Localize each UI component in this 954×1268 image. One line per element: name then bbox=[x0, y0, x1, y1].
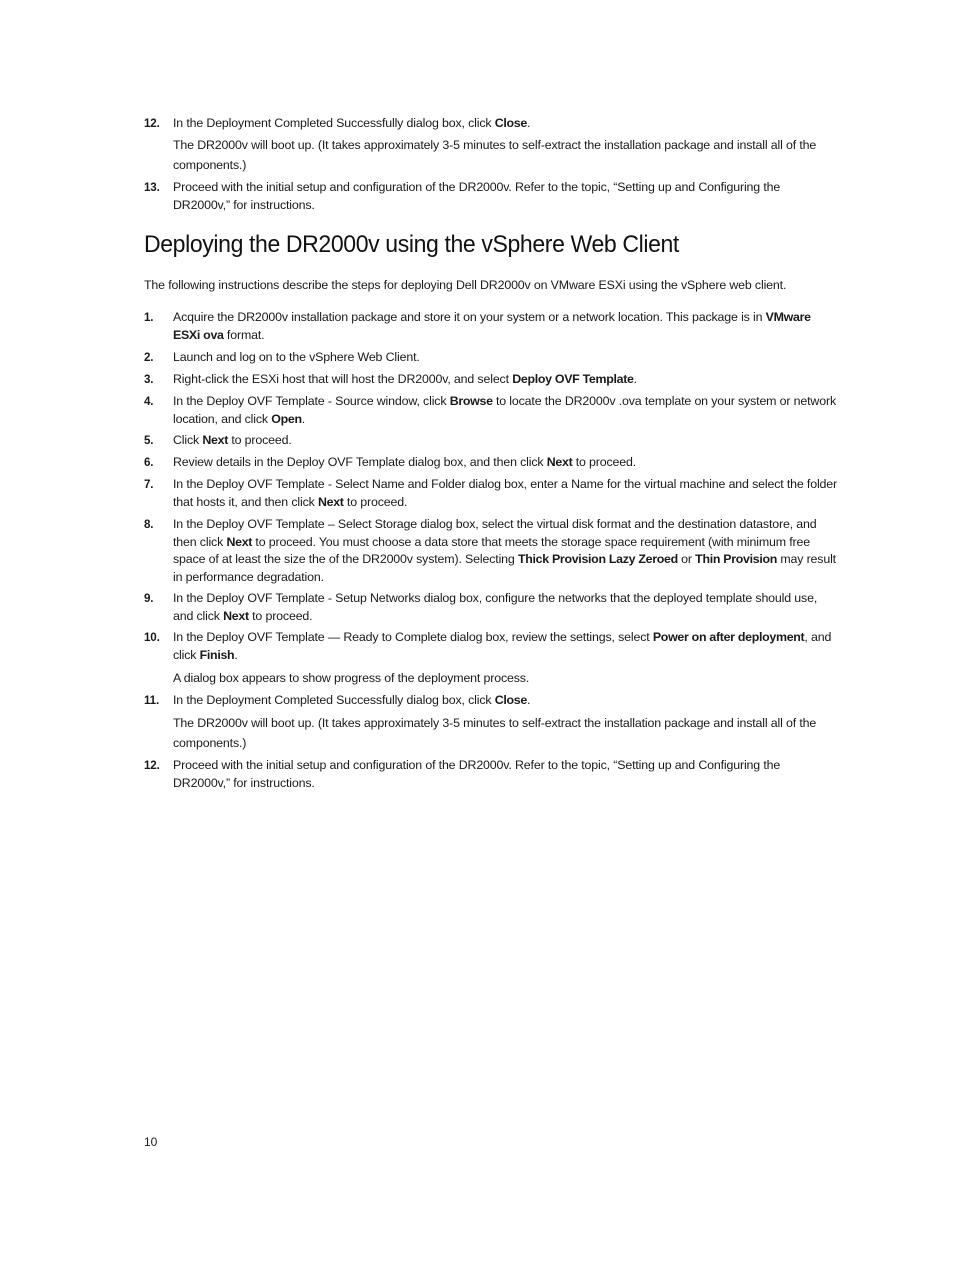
step-number: 6. bbox=[144, 456, 154, 469]
step-1 bbox=[144, 309, 840, 344]
ui-term: Next bbox=[202, 433, 229, 447]
section-title: Deploying the DR2000v using the vSphere Web Client bbox=[144, 231, 679, 258]
step-7 bbox=[144, 476, 840, 511]
step-number: 13. bbox=[144, 181, 160, 194]
step-text bbox=[173, 692, 840, 710]
step-number: 12. bbox=[144, 759, 160, 772]
step-number: 2. bbox=[144, 351, 154, 364]
step-number: 3. bbox=[144, 373, 154, 386]
step-number: 9. bbox=[144, 592, 154, 605]
step-text bbox=[173, 629, 840, 664]
step-8 bbox=[144, 516, 840, 586]
text-run: may result in performance degradation. bbox=[173, 552, 836, 584]
step-text bbox=[173, 115, 840, 133]
step-text bbox=[173, 393, 840, 428]
prev-step-12 bbox=[144, 115, 840, 133]
page-number: 10 bbox=[144, 1135, 158, 1149]
step-10 bbox=[144, 629, 840, 664]
step-text bbox=[173, 516, 840, 586]
step-text bbox=[173, 309, 840, 344]
text-run: Review details in the Deploy OVF Template dialog box, and then click bbox=[173, 455, 547, 469]
step-number: 8. bbox=[144, 518, 154, 531]
step-number: 10. bbox=[144, 631, 160, 644]
text-run: to proceed. bbox=[572, 455, 637, 469]
step-number: 1. bbox=[144, 311, 154, 324]
ui-term: Next bbox=[546, 455, 573, 469]
step-11 bbox=[144, 692, 840, 710]
step-text bbox=[173, 371, 840, 389]
text-run: Click bbox=[173, 433, 203, 447]
text-run: In the Deploy OVF Template — Ready to Complete dialog box, review the settings, select bbox=[173, 630, 653, 644]
step-6 bbox=[144, 454, 840, 472]
prev-step-13 bbox=[144, 179, 840, 214]
text-run: In the Deploy OVF Template - Select Name and Folder dialog box, enter a Name for the virtual machine and select the folder that hosts it, and then click bbox=[173, 477, 838, 509]
ui-term: Next bbox=[223, 608, 249, 623]
ui-term: Power on after deployment bbox=[652, 630, 805, 644]
text-run: or bbox=[677, 552, 696, 566]
text-run: In the Deployment Completed Successfully dialog box, click bbox=[173, 693, 495, 707]
text-run: format. bbox=[223, 327, 265, 342]
step-12 bbox=[144, 757, 840, 792]
text-run: , and click bbox=[173, 630, 832, 662]
step-number: 12. bbox=[144, 117, 160, 130]
text-run: . bbox=[526, 693, 531, 707]
step-text bbox=[173, 179, 840, 214]
text-run: . bbox=[301, 411, 306, 426]
text-run: In the Deploy OVF Template - Setup Networks dialog box, configure the networks that the deployed template should use, and click bbox=[173, 591, 818, 623]
text-run: . bbox=[234, 647, 238, 662]
ui-term: Close bbox=[494, 693, 527, 707]
step-text bbox=[173, 432, 840, 450]
text-run: Proceed with the initial setup and configuration of the DR2000v. Refer to the topic, “Setting up and Configuring the DR2000v,” for instructions. bbox=[173, 758, 781, 790]
step-text bbox=[173, 476, 840, 511]
text-run: In the Deployment Completed Successfully dialog box, click bbox=[173, 116, 495, 130]
step-text bbox=[173, 590, 840, 625]
text-run: In the Deploy OVF Template - Source window, click bbox=[173, 394, 450, 408]
text-run: Acquire the DR2000v installation package and store it on your system or a network location. This package is in bbox=[173, 310, 766, 324]
step-4 bbox=[144, 393, 840, 428]
ui-term: Close bbox=[494, 116, 527, 130]
step-3 bbox=[144, 371, 840, 389]
step-note: The DR2000v will boot up. (It takes approximately 3-5 minutes to self-extract the installation package and install all of the components.) bbox=[173, 138, 817, 172]
ui-term: Thin Provision bbox=[695, 552, 778, 566]
ui-term: Next bbox=[226, 534, 253, 549]
ui-term: Thick Provision Lazy Zeroed bbox=[517, 552, 678, 566]
step-note: The DR2000v will boot up. (It takes approximately 3-5 minutes to self-extract the installation package and install all of the components.) bbox=[173, 716, 817, 750]
text-run: Launch and log on to the vSphere Web Client. bbox=[173, 350, 420, 364]
text-run: to proceed. You must choose a data store that meets the storage space requirement (with minimum free space of at least the size the of the DR2000v system). Selecting bbox=[173, 534, 810, 566]
ui-term: Next bbox=[317, 494, 344, 509]
text-run: . bbox=[633, 372, 637, 386]
step-text bbox=[173, 757, 840, 792]
step-9 bbox=[144, 590, 840, 625]
step-note: A dialog box appears to show progress of the deployment process. bbox=[173, 671, 530, 685]
text-run: to proceed. bbox=[228, 433, 292, 447]
ui-term: VMware ESXi ova bbox=[173, 310, 811, 342]
step-5 bbox=[144, 432, 840, 450]
ui-term: Deploy OVF Template bbox=[512, 372, 634, 386]
ui-term: Browse bbox=[449, 394, 493, 408]
text-run: to locate the DR2000v .ova template on your system or network location, and click bbox=[173, 394, 836, 426]
step-2 bbox=[144, 349, 840, 367]
step-number: 4. bbox=[144, 395, 154, 408]
text-run: . bbox=[526, 116, 531, 130]
text-run: to proceed. bbox=[248, 608, 313, 623]
step-number: 5. bbox=[144, 434, 154, 447]
text-run: Proceed with the initial setup and configuration of the DR2000v. Refer to the topic, “Setting up and Configuring the DR2000v,” for instructions. bbox=[173, 180, 781, 212]
step-text bbox=[173, 454, 840, 472]
text-run: In the Deploy OVF Template – Select Storage dialog box, select the virtual disk format and the destination datastore, and then click bbox=[173, 517, 817, 549]
ui-term: Open bbox=[271, 411, 302, 426]
section-intro: The following instructions describe the steps for deploying Dell DR2000v on VMware ESXi using the vSphere web client. bbox=[144, 278, 787, 292]
text-run: Right-click the ESXi host that will host the DR2000v, and select bbox=[173, 372, 513, 386]
step-number: 7. bbox=[144, 478, 154, 491]
step-text bbox=[173, 349, 840, 367]
ui-term: Finish bbox=[199, 647, 235, 662]
text-run: to proceed. bbox=[343, 494, 408, 509]
step-number: 11. bbox=[144, 694, 160, 707]
